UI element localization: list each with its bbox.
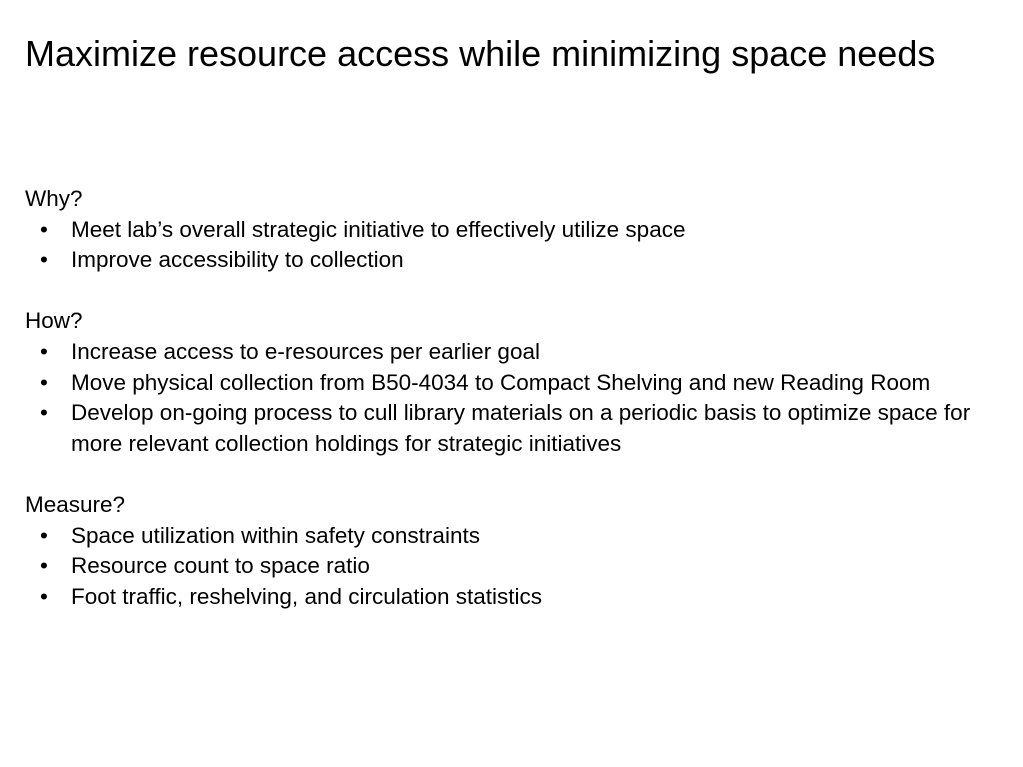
section-heading: Why? xyxy=(25,186,83,211)
bullet-marker: • xyxy=(40,522,48,548)
section-heading: Measure? xyxy=(25,491,126,517)
section-spacer xyxy=(25,459,995,490)
bullet-list xyxy=(25,521,995,613)
section-measure xyxy=(25,490,995,612)
section-heading: How? xyxy=(25,308,83,334)
bullet-text: Move physical collection from B50-4034 to Compact Shelving and new Reading Room xyxy=(71,369,931,395)
bullet-text: Foot traffic, reshelving, and circulation statistics xyxy=(71,583,543,609)
bullet-marker: • xyxy=(40,247,48,273)
bullet-text: Develop on-going process to cull library materials on a periodic basis to optimize space for more relevant collection holdings for strategic initiatives xyxy=(71,400,971,456)
bullet-text: Space utilization within safety constraints xyxy=(71,522,480,548)
section-why xyxy=(25,184,995,276)
bullet-item xyxy=(25,337,995,368)
bullet-marker: • xyxy=(40,400,48,426)
section-spacer xyxy=(25,276,995,307)
bullet-text: Increase access to e-resources per earlier goal xyxy=(71,338,540,364)
bullet-item xyxy=(25,245,995,276)
bullet-text: Meet lab’s overall strategic initiative to effectively utilize space xyxy=(71,216,686,242)
bullet-list xyxy=(25,337,995,459)
bullet-item xyxy=(25,215,995,246)
bullet-marker: • xyxy=(40,216,48,242)
bullet-text: Resource count to space ratio xyxy=(71,553,370,579)
bullet-text: Improve accessibility to collection xyxy=(71,247,404,273)
bullet-item xyxy=(25,398,995,459)
bullet-marker: • xyxy=(40,553,48,579)
bullet-item xyxy=(25,368,995,399)
bullet-item xyxy=(25,582,995,613)
bullet-item xyxy=(25,521,995,552)
bullet-item xyxy=(25,551,995,582)
bullet-marker: • xyxy=(40,338,48,364)
bullet-marker: • xyxy=(40,583,48,609)
section-how xyxy=(25,306,995,459)
bullet-list xyxy=(25,215,995,276)
slide-body xyxy=(25,184,995,612)
bullet-marker: • xyxy=(40,369,48,395)
slide-title: Maximize resource access while minimizing space needs xyxy=(25,33,936,74)
